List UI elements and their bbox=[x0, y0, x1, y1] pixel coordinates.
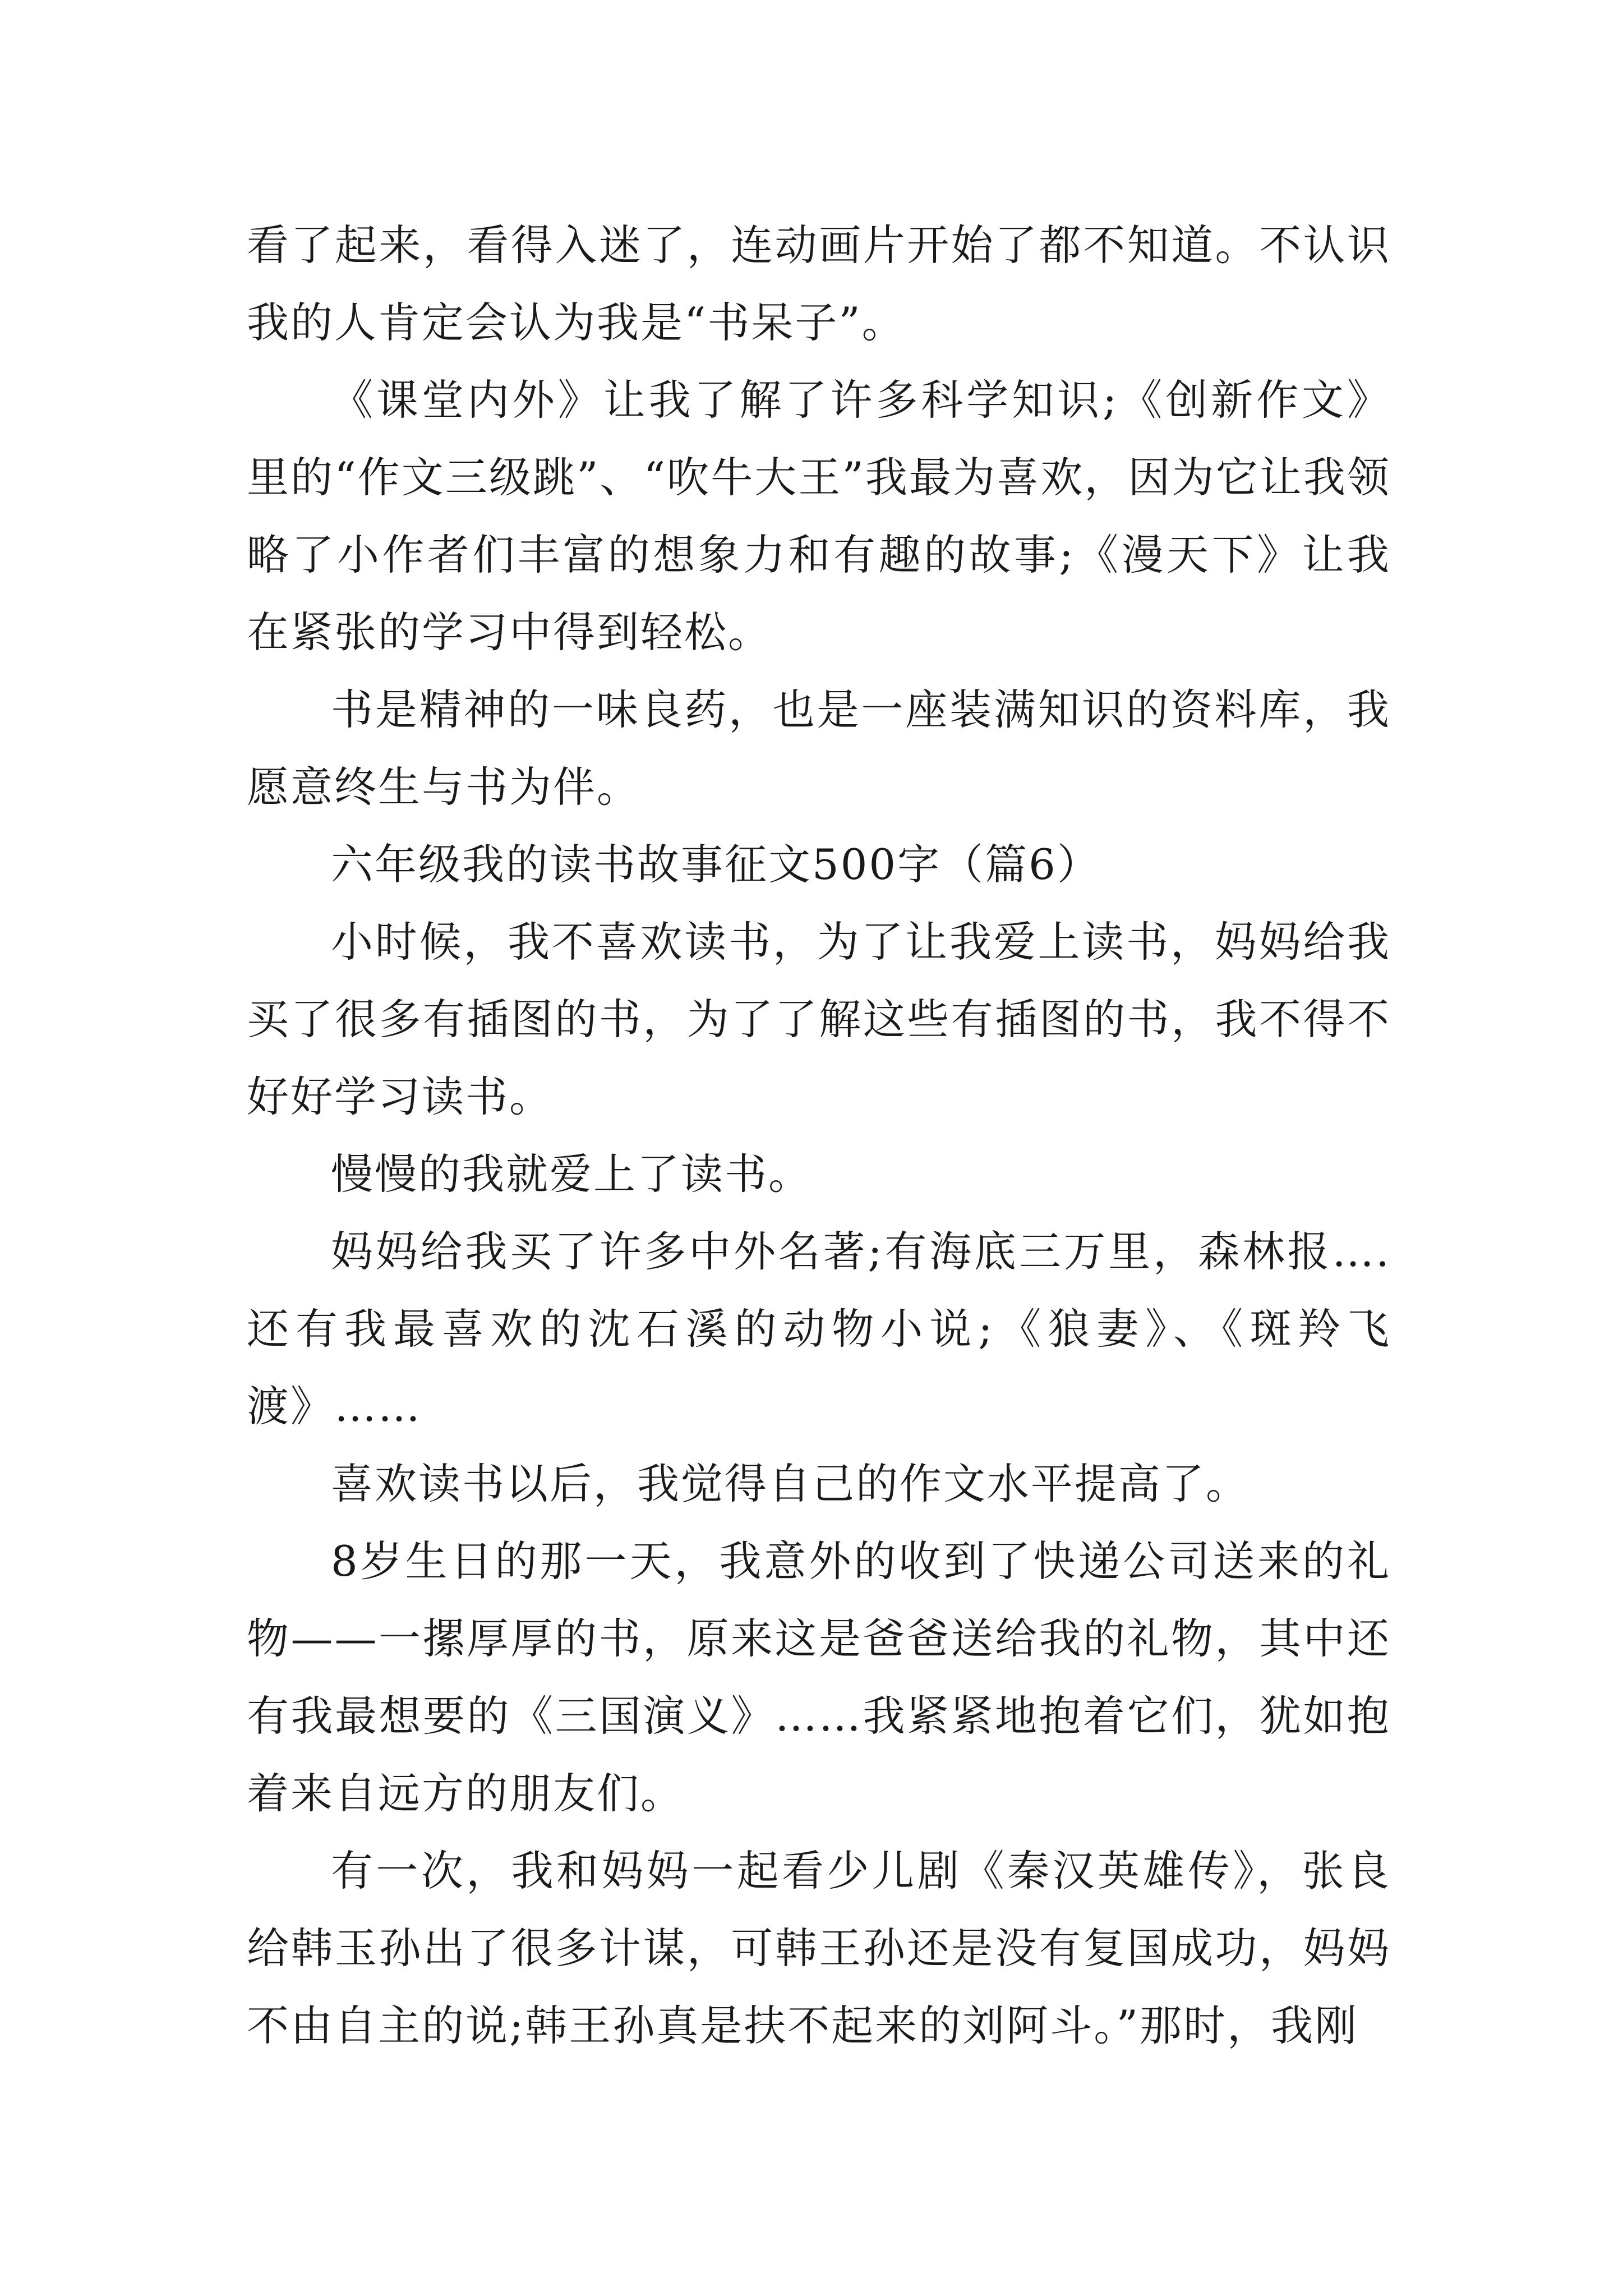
paragraph-9: 8岁生日的那一天，我意外的收到了快递公司送来的礼物——一摞厚厚的书，原来这是爸爸送给我的礼物，其中还有我最想要的《三国演义》……我紧紧地抱着它们，犹如抱着来自远方的朋友们。 bbox=[247, 1536, 1391, 1818]
paragraph-8: 喜欢读书以后，我觉得自己的作文水平提高了。 bbox=[331, 1459, 1250, 1508]
section-heading: 六年级我的读书故事征文500字（篇6） bbox=[331, 840, 1101, 889]
paragraph-1: 看了起来，看得入迷了，连动画片开始了都不知道。不认识我的人肯定会认为我是“书呆子”。 bbox=[247, 220, 1391, 347]
paragraph-2: 《课堂内外》让我了解了许多科学知识;《创新作文》里的“作文三级跳”、“吹牛大王”我最为喜欢，因为它让我领略了小作者们丰富的想象力和有趣的故事;《漫天下》让我在紧张的学习中得到轻松。 bbox=[247, 375, 1391, 657]
document-body bbox=[247, 206, 1391, 2064]
paragraph-7: 妈妈给我买了许多中外名著;有海底三万里，森林报….还有我最喜欢的沈石溪的动物小说;《狼妻》、《斑羚飞渡》…… bbox=[247, 1227, 1391, 1431]
paragraph-10: 有一次，我和妈妈一起看少儿剧《秦汉英雄传》，张良给韩玉孙出了很多计谋，可韩王孙还是没有复国成功，妈妈不由自主的说;韩王孙真是扶不起来的刘阿斗。”那时，我刚 bbox=[247, 1846, 1391, 2050]
paragraph-3: 书是精神的一味良药，也是一座装满知识的资料库，我愿意终生与书为伴。 bbox=[247, 685, 1391, 812]
paragraph-6: 慢慢的我就爱上了读书。 bbox=[331, 1149, 813, 1199]
paragraph-5: 小时候，我不喜欢读书，为了让我爱上读书，妈妈给我买了很多有插图的书，为了了解这些有插图的书，我不得不好好学习读书。 bbox=[247, 917, 1391, 1121]
